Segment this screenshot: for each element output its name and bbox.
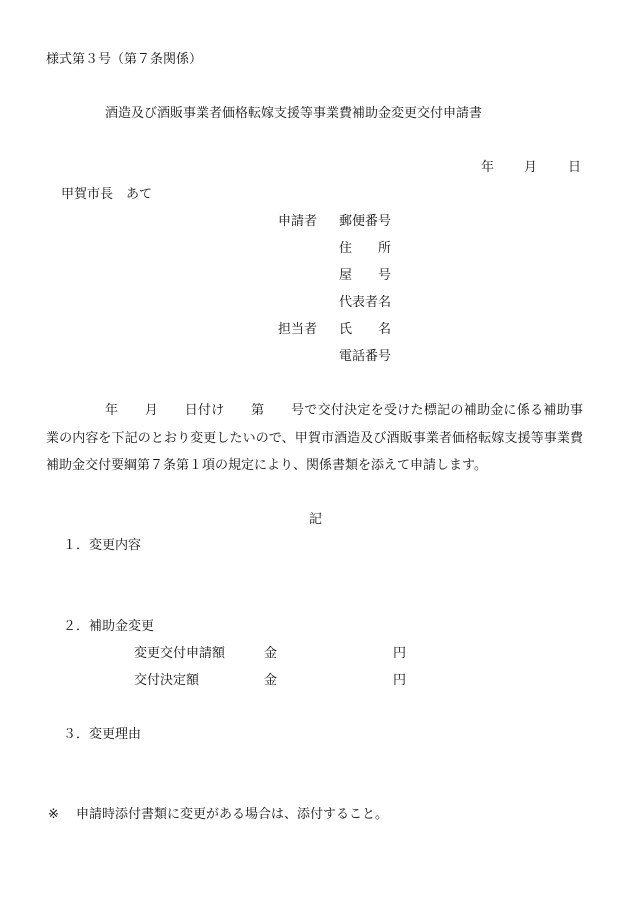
section-change-reason-heading: ３．変更理由 bbox=[63, 727, 142, 742]
decision-amount-label: 交付決定額 bbox=[134, 673, 200, 688]
change-request-yen: 円 bbox=[393, 646, 407, 661]
phone-number-label: 電話番号 bbox=[339, 349, 392, 364]
contact-label: 担当者 bbox=[278, 322, 318, 337]
note-mark: ※ bbox=[48, 807, 59, 822]
document-title: 酒造及び酒販事業者価格転嫁支援等事業費補助金変更交付申請書 bbox=[105, 106, 483, 121]
body-paragraph: 年 月 日付け 第 号で交付決定を受けた標記の補助金に係る補助事業の内容を下記のとおり変更したいので、甲賀市酒造及び酒販事業者価格転嫁支援等事業費補助金交付要綱第７条第１項の規定により、関係書類を添えて申請します。 bbox=[46, 403, 583, 473]
addressee: 甲賀市長 あて bbox=[61, 187, 153, 202]
business-name-label: 屋 号 bbox=[339, 268, 392, 283]
contact-name-label: 氏 名 bbox=[339, 322, 392, 337]
postal-code-label: 郵便番号 bbox=[339, 214, 392, 229]
date-month: 月 bbox=[524, 160, 538, 175]
applicant-label: 申請者 bbox=[278, 214, 318, 229]
address-label: 住 所 bbox=[339, 241, 392, 256]
change-request-amount-label: 変更交付申請額 bbox=[134, 646, 226, 661]
section-change-content-heading: １．変更内容 bbox=[63, 538, 142, 553]
decision-yen: 円 bbox=[393, 673, 407, 688]
decision-kin: 金 bbox=[264, 673, 278, 688]
representative-label: 代表者名 bbox=[339, 295, 392, 310]
section-subsidy-change-heading: ２．補助金変更 bbox=[63, 619, 155, 634]
change-request-kin: 金 bbox=[264, 646, 278, 661]
note-text: 申請時添付書類に変更がある場合は、添付すること。 bbox=[76, 807, 389, 822]
form-number: 様式第３号（第７条関係） bbox=[46, 52, 203, 67]
ki-heading: 記 bbox=[309, 512, 323, 527]
date-year: 年 bbox=[481, 160, 495, 175]
date-day: 日 bbox=[568, 160, 582, 175]
